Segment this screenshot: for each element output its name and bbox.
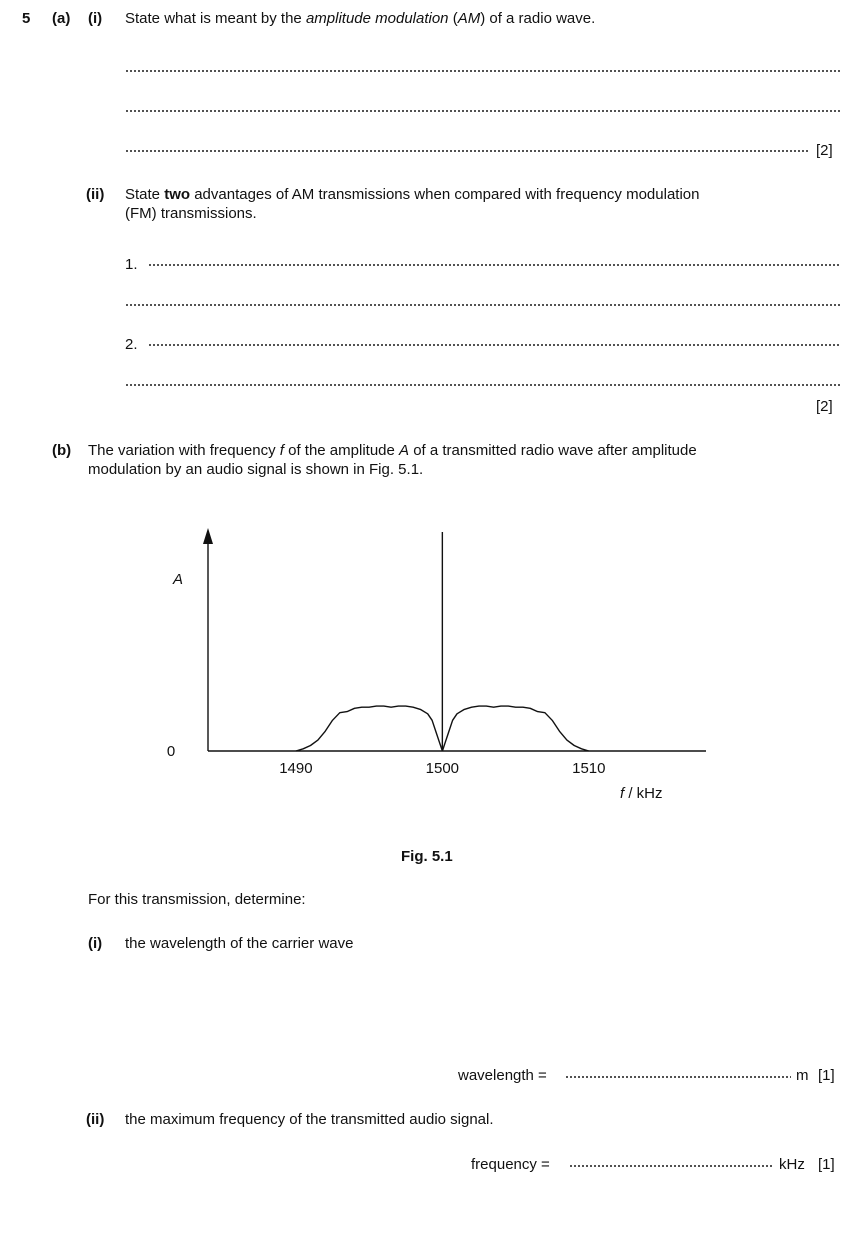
part-a-label: (a)	[52, 10, 71, 27]
wavelength-answer-label: wavelength =	[458, 1067, 547, 1084]
frequency-answer-label: frequency =	[471, 1156, 550, 1173]
figure-caption: Fig. 5.1	[401, 848, 453, 865]
lower-sideband-curve	[296, 706, 443, 751]
part-a-ii-label: (ii)	[86, 186, 105, 203]
part-b-i-question: the wavelength of the carrier wave	[125, 935, 354, 952]
x-tick-label: 1510	[572, 760, 606, 777]
chart-labels	[167, 571, 663, 802]
x-axis-label-var: f	[620, 785, 625, 802]
x-tick-label: 1490	[279, 760, 313, 777]
x-tick-label: 1500	[425, 760, 460, 777]
x-axis-label	[620, 785, 663, 802]
frequency-answer-line[interactable]	[569, 1165, 774, 1167]
part-b-ii-label: (ii)	[86, 1111, 105, 1128]
answer-line-a-ii-2[interactable]	[125, 304, 840, 306]
part-a-i-label: (i)	[88, 10, 103, 27]
question-number: 5	[22, 10, 31, 27]
part-a-i-question: State what is meant by the amplitude modulation (AM) of a radio wave.	[125, 10, 596, 27]
answer-line-a-i-2[interactable]	[125, 110, 840, 112]
answer-line-a-ii-1[interactable]	[148, 264, 840, 266]
answer-line-a-ii-4[interactable]	[125, 384, 840, 386]
part-b-ii-question: the maximum frequency of the transmitted audio signal.	[125, 1111, 494, 1128]
marks-a-i: [2]	[816, 142, 833, 159]
y-axis-label: A	[172, 571, 184, 588]
marks-a-ii: [2]	[816, 398, 833, 415]
x-axis-label-unit: / kHz	[624, 785, 663, 802]
figure-5-1-chart	[150, 520, 730, 830]
marks-b-ii: [1]	[818, 1156, 835, 1173]
determine-intro: For this transmission, determine:	[88, 891, 306, 908]
upper-sideband-curve	[442, 706, 588, 751]
y-axis-arrow	[203, 528, 213, 544]
answer-item-2-label: 2.	[125, 336, 138, 353]
part-b-text-line2: modulation by an audio signal is shown in Fig. 5.1.	[88, 461, 424, 478]
answer-item-1-label: 1.	[125, 256, 138, 273]
wavelength-unit: m	[796, 1067, 809, 1084]
part-b-text-line1: The variation with frequency f of the amplitude A of a transmitted radio wave after amplitude	[88, 442, 697, 459]
wavelength-answer-line[interactable]	[565, 1076, 791, 1078]
part-a-ii-question-line1: State two advantages of AM transmissions when compared with frequency modulation	[125, 186, 700, 203]
origin-label: 0	[166, 743, 176, 760]
chart-marks	[296, 532, 589, 751]
answer-line-a-ii-3[interactable]	[148, 344, 840, 346]
marks-b-i: [1]	[818, 1067, 835, 1084]
answer-line-a-i-1[interactable]	[125, 70, 840, 72]
answer-line-a-i-3[interactable]	[125, 150, 808, 152]
part-a-ii-question-line2: (FM) transmissions.	[125, 205, 257, 222]
part-b-label: (b)	[52, 442, 72, 459]
part-b-i-label: (i)	[88, 935, 103, 952]
frequency-unit: kHz	[779, 1156, 805, 1173]
